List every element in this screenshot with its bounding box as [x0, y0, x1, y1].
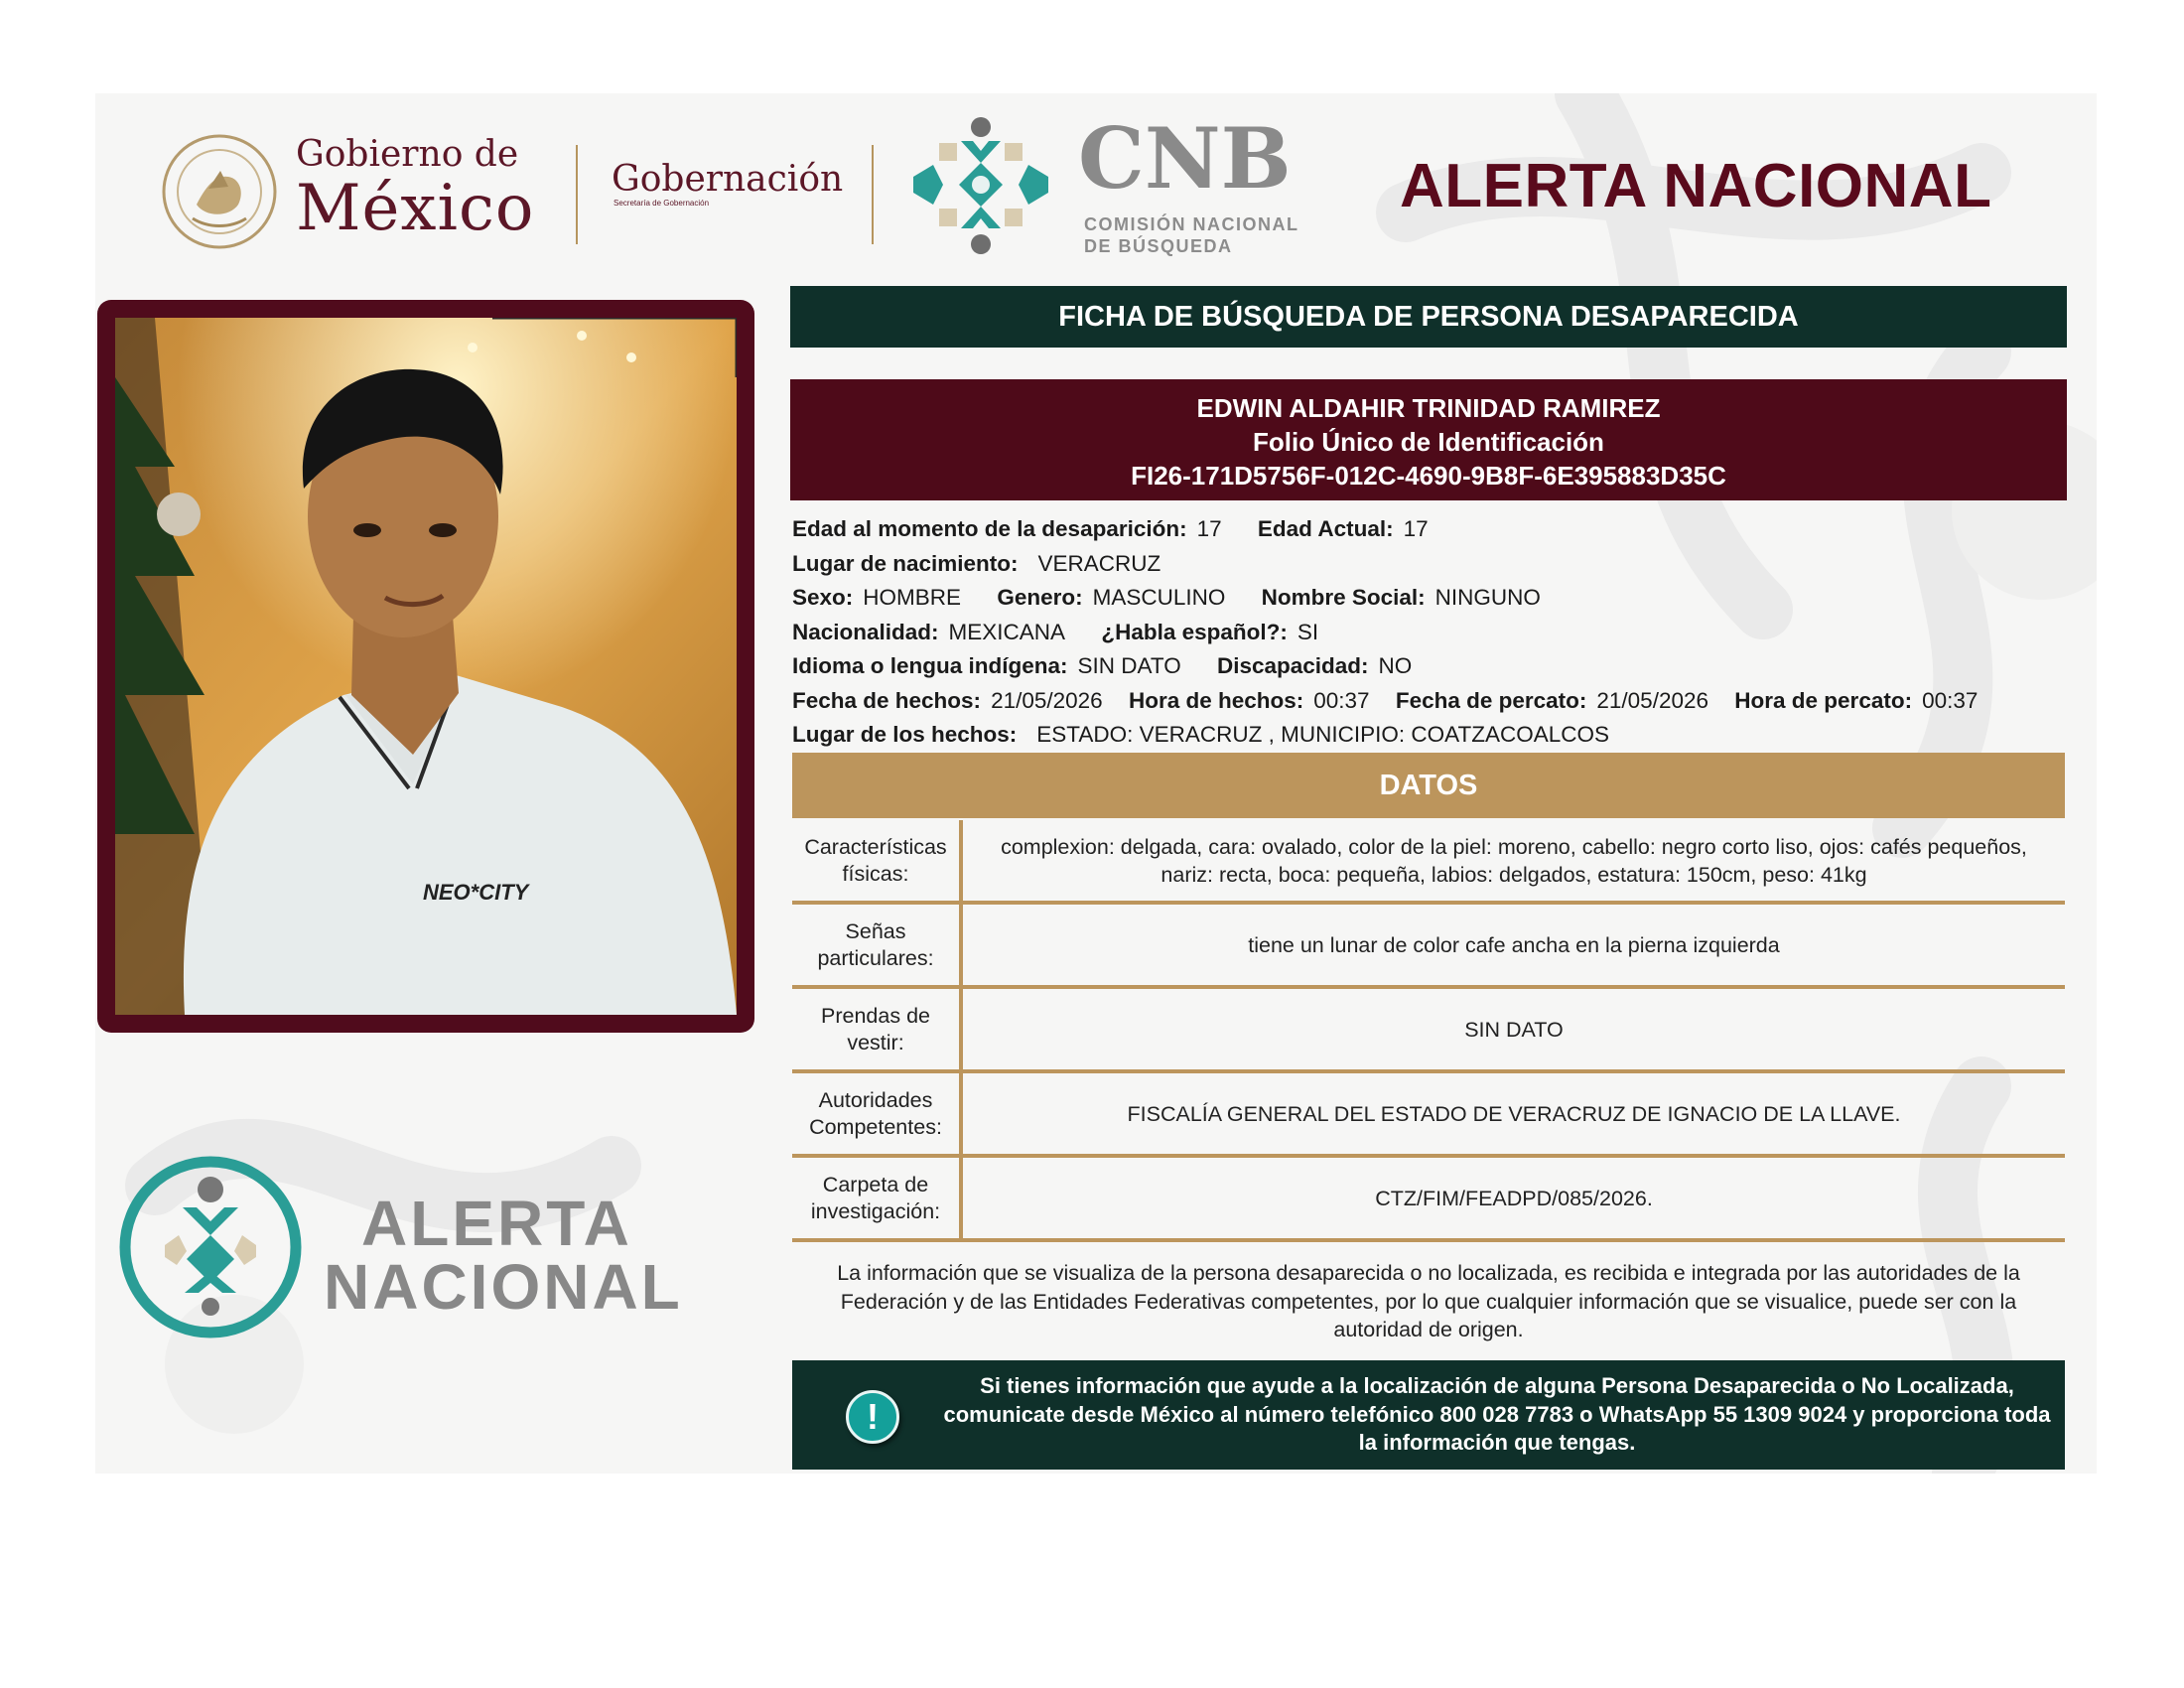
row-value: CTZ/FIM/FEADPD/085/2026. — [1375, 1186, 1653, 1210]
contact-text: Si tienes información que ayude a la localización de alguna Persona Desaparecida o No Localizada, comunicate desde México al número telefónico 800 028 7783 o WhatsApp 55 1309 9024 y proporciona toda la información que tengas. — [943, 1373, 2051, 1455]
exclamation-icon: ! — [846, 1390, 899, 1444]
table-row — [792, 989, 2065, 1073]
info-row — [792, 512, 2083, 547]
field-value: 00:37 — [1922, 687, 1979, 713]
alerta-nacional-title: ALERTA NACIONAL — [1400, 152, 1992, 220]
alerta-nacional-logo-text — [324, 1188, 683, 1323]
field-value: 21/05/2026 — [1596, 687, 1709, 713]
logo-line2: NACIONAL — [324, 1251, 683, 1323]
cnb-title: CNB — [1078, 109, 1292, 208]
gobierno-line2: México — [296, 172, 535, 245]
row-label: Características físicas: — [792, 820, 963, 901]
person-photo-illustration — [115, 318, 737, 1015]
row-label: Carpeta de investigación: — [792, 1158, 963, 1238]
gobernacion-subtitle: Secretaría de Gobernación — [614, 199, 710, 208]
field-label: Idioma o lengua indígena: — [792, 653, 1068, 678]
field-label: Genero: — [997, 585, 1083, 610]
info-row — [792, 547, 2083, 582]
ficha-title-bar: FICHA DE BÚSQUEDA DE PERSONA DESAPARECIDA — [790, 286, 2067, 348]
field-value: VERACRUZ — [1037, 550, 1161, 576]
field-label: Fecha de percato: — [1395, 687, 1587, 713]
table-row — [792, 1158, 2065, 1242]
row-label: Autoridades Competentes: — [792, 1073, 963, 1154]
info-row — [792, 616, 2083, 650]
info-row — [792, 718, 2083, 753]
field-value: 21/05/2026 — [991, 687, 1103, 713]
field-label: Sexo: — [792, 585, 854, 610]
row-label: Prendas de vestir: — [792, 989, 963, 1069]
header-divider — [872, 145, 874, 244]
person-info — [792, 512, 2083, 753]
gobernacion-logo: Gobernación — [612, 159, 844, 200]
disclaimer-text: La información que se visualiza de la persona desaparecida o no localizada, es recibida e integrada por las autoridades de la Federación y de las Entidades Federativas competentes, por lo que cualquier información que se visualice, puede ser con la autoridad de origen. — [837, 1261, 2020, 1341]
field-label: Edad al momento de la desaparición: — [792, 516, 1187, 541]
person-name-bar — [790, 379, 2067, 500]
person-name: EDWIN ALDAHIR TRINIDAD RAMIREZ — [1196, 393, 1661, 423]
info-row — [792, 581, 2083, 616]
field-value: NINGUNO — [1434, 585, 1541, 610]
field-label: Lugar de los hechos: — [792, 722, 1018, 747]
field-label: Lugar de nacimiento: — [792, 550, 1019, 576]
row-value: FISCALÍA GENERAL DEL ESTADO DE VERACRUZ DE IGNACIO DE LA LLAVE. — [1127, 1101, 1901, 1126]
field-label: Discapacidad: — [1216, 653, 1369, 678]
field-value: HOMBRE — [863, 585, 962, 610]
shirt-print-text: NEO*CITY — [423, 880, 529, 905]
info-row — [792, 649, 2083, 684]
info-row — [792, 684, 2083, 719]
field-label: Nombre Social: — [1261, 585, 1426, 610]
alerta-nacional-logo-icon — [117, 1154, 304, 1340]
row-value: complexion: delgada, cara: ovalado, color de la piel: moreno, cabello: negro corto liso, ojos: cafés pequeños, nariz: recta, boca: pequeña, labios: delgados, estatura: 150cm, peso: 41kg — [1001, 834, 2027, 887]
logo-line1: ALERTA — [361, 1188, 632, 1259]
cnb-logo-icon — [903, 107, 1058, 262]
gobierno-line1: Gobierno de — [296, 134, 519, 175]
row-value: SIN DATO — [1464, 1017, 1564, 1042]
field-value: 17 — [1196, 516, 1222, 541]
cnb-subtitle-line1: COMISIÓN NACIONAL — [1084, 214, 1299, 234]
mexico-seal-icon — [159, 131, 280, 252]
field-value: 00:37 — [1313, 687, 1370, 713]
field-value: 17 — [1403, 516, 1429, 541]
table-row — [792, 820, 2065, 905]
contact-banner — [792, 1360, 2065, 1470]
field-label: Edad Actual: — [1257, 516, 1394, 541]
header-divider — [576, 145, 578, 244]
field-value: ESTADO: VERACRUZ , MUNICIPIO: COATZACOALCOS — [1036, 722, 1610, 747]
table-row — [792, 905, 2065, 989]
datos-title-bar: DATOS — [792, 753, 2065, 818]
field-label: Hora de percato: — [1734, 687, 1913, 713]
field-label: Nacionalidad: — [792, 619, 939, 644]
folio-number: FI26-171D5756F-012C-4690-9B8F-6E395883D35C — [1131, 461, 1726, 491]
field-value: MEXICANA — [948, 619, 1066, 644]
folio-label: Folio Único de Identificación — [1253, 427, 1604, 457]
field-value: NO — [1378, 653, 1413, 678]
row-value: tiene un lunar de color cafe ancha en la pierna izquierda — [1248, 932, 1780, 957]
field-value: SIN DATO — [1077, 653, 1181, 678]
datos-table — [792, 820, 2065, 1242]
field-label: Hora de hechos: — [1128, 687, 1304, 713]
cnb-subtitle-line2: DE BÚSQUEDA — [1084, 236, 1233, 256]
missing-person-photo — [115, 318, 737, 1015]
field-value: MASCULINO — [1092, 585, 1226, 610]
gobierno-de-mexico-logo — [296, 134, 554, 245]
table-row — [792, 1073, 2065, 1158]
field-label: Fecha de hechos: — [792, 687, 982, 713]
field-label: ¿Habla español?: — [1101, 619, 1288, 644]
row-label: Señas particulares: — [792, 905, 963, 985]
photo-frame — [97, 300, 754, 1033]
field-value: SI — [1297, 619, 1319, 644]
